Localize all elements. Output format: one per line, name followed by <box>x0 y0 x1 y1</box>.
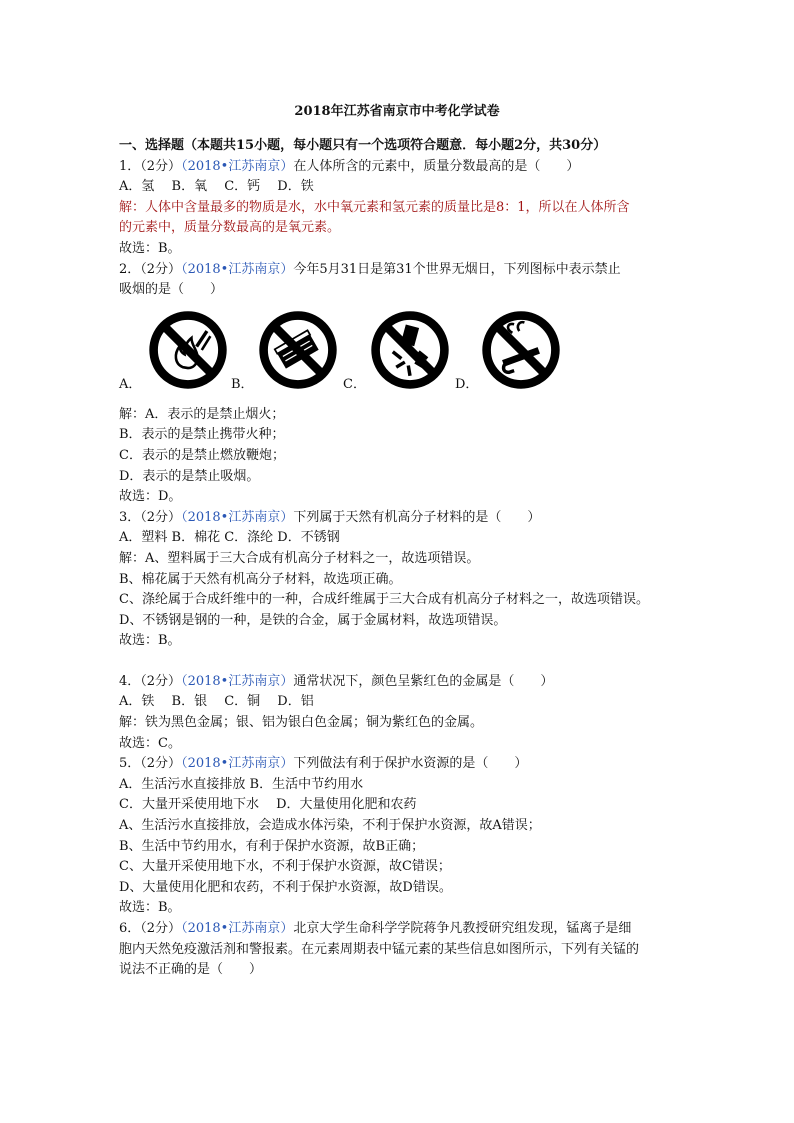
solution-line: B、棉花属于天然有机高分子材料，故选项正确。 <box>119 571 402 587</box>
question-4 <box>119 672 679 693</box>
sign-options <box>119 307 679 405</box>
question-text: 通常状况下，颜色呈紫红色的金属是（ ） <box>293 673 554 689</box>
solution-line: 解：A．表示的是禁止烟火； <box>119 406 285 422</box>
question-5 <box>119 754 679 775</box>
question-text: 今年5月31日是第31个世界无烟日，下列图标中表示禁止 <box>293 261 621 277</box>
solution-line: A、生活污水直接排放，会造成水体污染，不利于保护水资源，故A错误； <box>119 818 541 834</box>
question-source: （2018•江苏南京） <box>181 756 294 772</box>
answer-line: 故选：B。 <box>119 240 181 256</box>
question-source: （2018•江苏南京） <box>181 509 294 525</box>
page-title: 2018年江苏省南京市中考化学试卷 <box>294 104 500 119</box>
answer-line: 故选：B。 <box>119 633 181 649</box>
question-score: （2分） <box>140 673 182 689</box>
question-3 <box>119 508 679 529</box>
question-1 <box>119 157 679 178</box>
solution-line: D、不锈钢是钢的一种，是铁的合金，属于金属材料，故选项错误。 <box>119 612 507 628</box>
question-source: （2018•江苏南京） <box>181 158 294 174</box>
answer-line: 故选：D。 <box>119 489 182 505</box>
question-6 <box>119 919 679 940</box>
question-score: （2分） <box>140 261 182 277</box>
question-text-continued: 吸烟的是（ ） <box>119 282 224 298</box>
answer-line: 故选：B。 <box>119 900 181 916</box>
solution-line: C、涤纶属于合成纤维中的一种，合成纤维属于三大合成有机高分子材料之一，故选项错误。 <box>119 592 649 608</box>
solution-line: D．表示的是禁止吸烟。 <box>119 468 260 484</box>
question-source: （2018•江苏南京） <box>181 261 294 277</box>
question-source: （2018•江苏南京） <box>181 921 294 936</box>
question-text: 北京大学生命科学学院蒋争凡教授研究组发现，锰离子是细 <box>293 921 632 936</box>
question-score: （2分） <box>140 756 182 772</box>
question-text: 在人体所含的元素中，质量分数最高的是（ ） <box>293 158 580 174</box>
question-text: 下列属于天然有机高分子材料的是（ ） <box>293 509 541 525</box>
option-label-d: D． <box>455 376 479 392</box>
option-label-a: A． <box>119 376 142 392</box>
solution-line: C．表示的是禁止燃放鞭炮； <box>119 447 285 463</box>
question-1-options: A．氢 B．氧 C．钙 D．铁 <box>119 179 314 195</box>
exam-content <box>119 136 679 981</box>
solution-line: 解：铁为黑色金属；银、铝为银白色金属；铜为紫红色的金属。 <box>119 715 484 731</box>
answer-line: 故选：C。 <box>119 735 181 751</box>
question-text-continued: 胞内天然免疫激活剂和警报素。在元素周期表中锰元素的某些信息如图所示，下列有关锰的 <box>119 941 640 957</box>
option-label-c: C． <box>343 376 366 392</box>
question-source: （2018•江苏南京） <box>181 673 294 689</box>
solution-line: 的元素中，质量分数最高的是氧元素。 <box>119 220 341 236</box>
no-fireworks-icon <box>367 307 453 393</box>
question-score: （2分） <box>140 158 182 174</box>
section-heading: 一、选择题（本题共15小题，每小题只有一个选项符合题意．每小题2分，共30分） <box>119 138 607 153</box>
spacer <box>119 652 679 672</box>
question-score: （2分） <box>140 921 182 936</box>
question-number: 1． <box>119 158 141 174</box>
question-score: （2分） <box>140 509 182 525</box>
solution-line: 解：A、塑料属于三大合成有机高分子材料之一，故选项错误。 <box>119 550 480 566</box>
question-number: 2． <box>119 261 141 277</box>
question-5-options: A．生活污水直接排放 B．生活中节约用水 <box>119 776 364 792</box>
question-number: 5． <box>119 756 141 772</box>
question-number: 3． <box>119 509 141 525</box>
solution-line: B．表示的是禁止携带火种； <box>119 427 285 443</box>
no-matches-icon <box>255 307 341 393</box>
question-text-continued: 说法不正确的是（ ） <box>119 962 263 978</box>
question-number: 4． <box>119 673 141 689</box>
question-number: 6． <box>119 921 141 936</box>
option-label-b: B． <box>231 376 254 392</box>
solution-line: 解：人体中含量最多的物质是水，水中氧元素和氢元素的质量比是8：1，所以在人体所含 <box>119 199 630 215</box>
solution-line: B、生活中节约用水，有利于保护水资源，故B正确； <box>119 838 425 854</box>
question-2 <box>119 260 679 281</box>
solution-line: D、大量使用化肥和农药，不利于保护水资源，故D错误。 <box>119 879 452 895</box>
question-3-options: A．塑料 B．棉花 C．涤纶 D．不锈钢 <box>119 530 340 546</box>
question-4-options: A．铁 B．银 C．铜 D．铝 <box>119 694 314 710</box>
question-text: 下列做法有利于保护水资源的是（ ） <box>293 756 528 772</box>
question-5-options: C．大量开采使用地下水 D．大量使用化肥和农药 <box>119 797 417 813</box>
solution-line: C、大量开采使用地下水，不利于保护水资源，故C错误； <box>119 859 451 875</box>
no-smoking-icon <box>478 307 564 393</box>
no-fire-icon <box>145 307 231 393</box>
